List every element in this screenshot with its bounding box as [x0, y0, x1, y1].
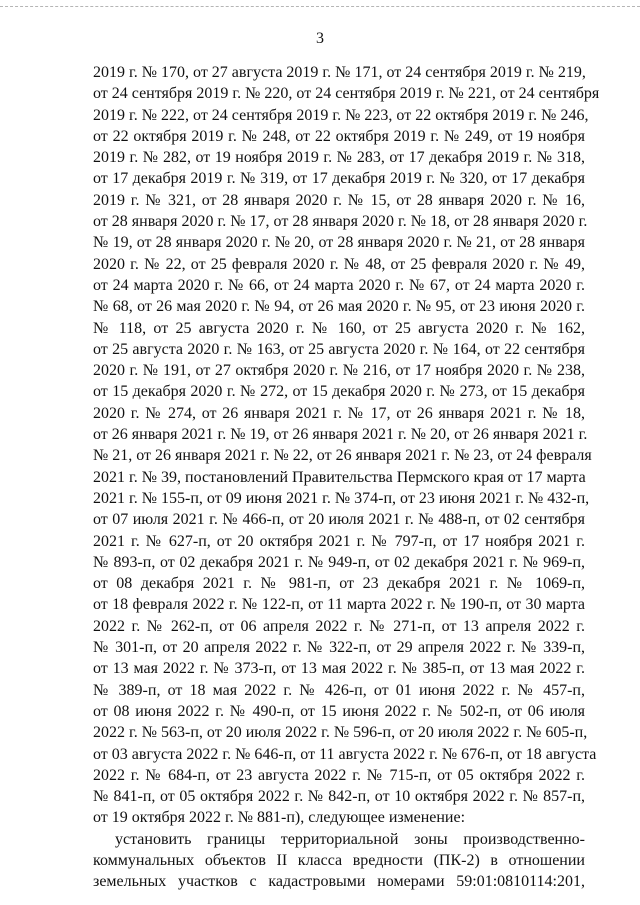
- text-line: от 17 декабря 2019 г. № 319, от 17 декабря 2019 г. № 320, от 17 декабря: [93, 170, 585, 188]
- text-line: № 841-п, от 05 октября 2022 г. № 842-п, от 10 октября 2022 г. № 857-п,: [93, 788, 585, 806]
- text-line: 2019 г. № 222, от 24 сентября 2019 г. № 223, от 22 октября 2019 г. № 246,: [93, 106, 589, 124]
- text-line: от 18 февраля 2022 г. № 122-п, от 11 марта 2022 г. № 190-п, от 30 марта: [93, 596, 585, 614]
- text-line: от 22 октября 2019 г. № 248, от 22 октября 2019 г. № 249, от 19 ноября: [93, 127, 585, 145]
- document-body: [93, 62, 600, 893]
- text-line: от 15 декабря 2020 г. № 272, от 15 декабря 2020 г. № 273, от 15 декабря: [93, 383, 585, 401]
- text-line: № 19, от 28 января 2020 г. № 20, от 28 января 2020 г. № 21, от 28 января: [93, 234, 585, 252]
- text-line: 2022 г. № 262-п, от 06 апреля 2022 г. № 271-п, от 13 апреля 2022 г.: [93, 617, 585, 635]
- text-line: 2022 г. № 684-п, от 23 августа 2022 г. № 715-п, от 05 октября 2022 г.: [93, 766, 585, 784]
- text-line: 2022 г. № 563-п, от 20 июля 2022 г. № 596-п, от 20 июля 2022 г. № 605-п,: [93, 724, 588, 742]
- text-line: от 13 мая 2022 г. № 373-п, от 13 мая 2022 г. № 385-п, от 13 мая 2022 г.: [93, 660, 585, 678]
- text-line: № 68, от 26 мая 2020 г. № 94, от 26 мая 2020 г. № 95, от 23 июня 2020 г.: [93, 298, 585, 316]
- text-line: от 26 января 2021 г. № 19, от 26 января 2021 г. № 20, от 26 января 2021 г.: [93, 426, 588, 444]
- text-line: 2020 г. № 274, от 26 января 2021 г. № 17, от 26 января 2021 г. № 18,: [93, 404, 585, 422]
- text-line: от 24 марта 2020 г. № 66, от 24 марта 2020 г. № 67, от 24 марта 2020 г.: [93, 276, 585, 294]
- text-line: земельных участков с кадастровыми номерами 59:01:0810114:201,: [93, 873, 585, 891]
- text-line: № 118, от 25 августа 2020 г. № 160, от 25 августа 2020 г. № 162,: [93, 319, 585, 337]
- text-line: от 08 декабря 2021 г. № 981-п, от 23 декабря 2021 г. № 1069-п,: [93, 575, 585, 593]
- text-line: 2020 г. № 191, от 27 октября 2020 г. № 216, от 17 ноября 2020 г. № 238,: [93, 362, 585, 380]
- text-line: 2019 г. № 282, от 19 ноября 2019 г. № 283, от 17 декабря 2019 г. № 318,: [93, 149, 585, 167]
- text-line: от 03 августа 2022 г. № 646-п, от 11 августа 2022 г. № 676-п, от 18 августа: [93, 745, 597, 763]
- text-line: 2021 г. № 155-п, от 09 июня 2021 г. № 374-п, от 23 июня 2021 г. № 432-п,: [93, 489, 590, 507]
- text-line: № 893-п, от 02 декабря 2021 г. № 949-п, от 02 декабря 2021 г. № 969-п,: [93, 553, 585, 571]
- text-line: от 07 июля 2021 г. № 466-п, от 20 июля 2021 г. № 488-п, от 02 сентября: [93, 511, 585, 529]
- text-line: 2020 г. № 22, от 25 февраля 2020 г. № 48, от 25 февраля 2020 г. № 49,: [93, 255, 585, 273]
- text-line: от 24 сентября 2019 г. № 220, от 24 сентября 2019 г. № 221, от 24 сентября: [93, 85, 600, 103]
- text-line: от 25 августа 2020 г. № 163, от 25 августа 2020 г. № 164, от 22 сентября: [93, 340, 585, 358]
- text-line: коммунальных объектов II класса вредности (ПК-2) в отношении: [93, 851, 585, 869]
- text-line: от 19 октября 2022 г. № 881-п), следующее изменение:: [93, 809, 466, 827]
- text-line: 2021 г. № 39, постановлений Правительства Пермского края от 17 марта: [93, 468, 586, 486]
- text-line: установить границы территориальной зоны производственно-: [115, 830, 585, 848]
- top-scan-edge: [0, 6, 640, 7]
- text-line: 2019 г. № 321, от 28 января 2020 г. № 15, от 28 января 2020 г. № 16,: [93, 191, 585, 209]
- text-line: № 389-п, от 18 мая 2022 г. № 426-п, от 01 июня 2022 г. № 457-п,: [93, 681, 585, 699]
- text-line: № 301-п, от 20 апреля 2022 г. № 322-п, от 29 апреля 2022 г. № 339-п,: [93, 639, 585, 657]
- text-line: № 21, от 26 января 2021 г. № 22, от 26 января 2021 г. № 23, от 24 февраля: [93, 447, 592, 465]
- text-line: от 08 июня 2022 г. № 490-п, от 15 июня 2022 г. № 502-п, от 06 июля: [93, 702, 585, 720]
- text-line: 2021 г. № 627-п, от 20 октября 2021 г. № 797-п, от 17 ноября 2021 г.: [93, 532, 585, 550]
- text-line: от 28 января 2020 г. № 17, от 28 января 2020 г. № 18, от 28 января 2020 г.: [93, 213, 588, 231]
- text-line: 2019 г. № 170, от 27 августа 2019 г. № 171, от 24 сентября 2019 г. № 219,: [93, 64, 586, 81]
- page-number: 3: [316, 30, 324, 47]
